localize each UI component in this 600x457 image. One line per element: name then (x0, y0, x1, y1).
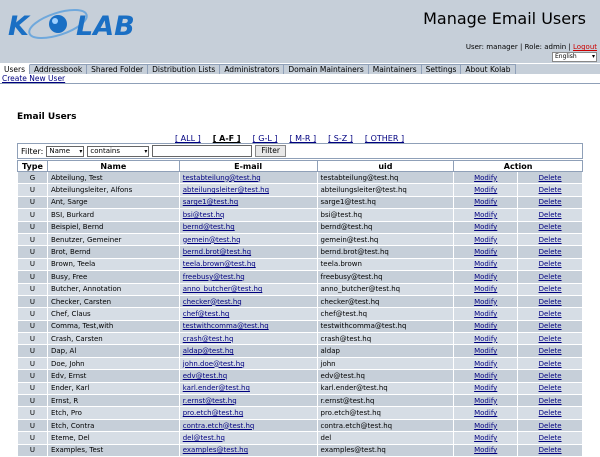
table-row (18, 345, 583, 357)
table-row (18, 357, 583, 369)
row-type: U (18, 196, 48, 208)
table-row (18, 295, 583, 307)
row-uid: abteilungsleiter@test.hq (317, 184, 454, 196)
modify-link[interactable]: Modify (474, 309, 498, 318)
svg-text:LAB: LAB (76, 11, 135, 42)
row-name: Abteilung, Test (47, 172, 179, 184)
delete-link[interactable]: Delete (538, 421, 562, 430)
row-email-link[interactable]: anno_butcher@test.hq (182, 285, 263, 294)
row-email-link[interactable]: sarge1@test.hq (182, 198, 239, 207)
table-row (18, 432, 583, 444)
row-email-link[interactable]: john.doe@test.hq (182, 359, 245, 368)
row-name: Dap, Al (47, 345, 179, 357)
filter-op-value: contains (90, 146, 121, 155)
tab-domain-maintainers[interactable]: Domain Maintainers (284, 64, 368, 74)
delete-link[interactable]: Delete (538, 359, 562, 368)
letter-filter (175, 134, 404, 143)
filter-bar (17, 143, 583, 159)
row-name: Benutzer, Gemeiner (47, 233, 179, 245)
delete-link[interactable]: Delete (538, 322, 562, 331)
row-email-link[interactable]: bernd.brot@test.hq (182, 248, 252, 257)
main-tabs (0, 64, 600, 74)
modify-link[interactable]: Modify (474, 322, 498, 331)
delete-link[interactable]: Delete (538, 272, 562, 281)
tab-administrators[interactable]: Administrators (220, 64, 284, 74)
modify-link[interactable]: Modify (474, 347, 498, 356)
row-type: U (18, 221, 48, 233)
row-uid: checker@test.hq (317, 295, 454, 307)
row-uid: freebusy@test.hq (317, 271, 454, 283)
row-type: U (18, 295, 48, 307)
col-email: E-mail (179, 161, 317, 172)
modify-link[interactable]: Modify (474, 433, 498, 442)
filter-label: Filter: (21, 146, 44, 156)
modify-link[interactable]: Modify (474, 297, 498, 306)
delete-link[interactable]: Delete (538, 396, 562, 405)
modify-link[interactable]: Modify (474, 186, 498, 195)
row-email-link[interactable]: teela.brown@test.hq (182, 260, 256, 269)
row-name: Doe, John (47, 357, 179, 369)
row-name: Etch, Contra (47, 419, 179, 431)
row-uid: del (317, 432, 454, 444)
users-table (17, 160, 583, 457)
row-uid: john (317, 357, 454, 369)
modify-link[interactable]: Modify (474, 359, 498, 368)
table-row (18, 333, 583, 345)
col-name: Name (47, 161, 179, 172)
row-uid: sarge1@test.hq (317, 196, 454, 208)
row-email-link[interactable]: freebusy@test.hq (182, 272, 245, 281)
letter-m-r[interactable]: [ M-R ] (289, 134, 317, 143)
table-row (18, 196, 583, 208)
row-uid: bernd@test.hq (317, 221, 454, 233)
table-row (18, 246, 583, 258)
row-type: U (18, 407, 48, 419)
table-row (18, 320, 583, 332)
row-uid: testabteilung@test.hq (317, 172, 454, 184)
filter-field-value: Name (49, 146, 71, 155)
row-name: Chef, Claus (47, 308, 179, 320)
modify-link[interactable]: Modify (474, 198, 498, 207)
modify-link[interactable]: Modify (474, 409, 498, 418)
chevron-down-icon: ▾ (591, 53, 595, 60)
row-type: U (18, 233, 48, 245)
table-row (18, 444, 583, 456)
row-uid: chef@test.hq (317, 308, 454, 320)
delete-link[interactable]: Delete (538, 223, 562, 232)
modify-link[interactable]: Modify (474, 272, 498, 281)
row-name: Crash, Carsten (47, 333, 179, 345)
row-type: U (18, 271, 48, 283)
row-uid: examples@test.hq (317, 444, 454, 456)
row-email-link[interactable]: contra.etch@test.hq (182, 421, 255, 430)
delete-link[interactable]: Delete (538, 371, 562, 380)
delete-link[interactable]: Delete (538, 433, 562, 442)
modify-link[interactable]: Modify (474, 235, 498, 244)
row-uid: anno_butcher@test.hq (317, 283, 454, 295)
delete-link[interactable]: Delete (538, 198, 562, 207)
row-email-link[interactable]: pro.etch@test.hq (182, 409, 244, 418)
row-name: Brown, Teela (47, 258, 179, 270)
svg-text:K: K (8, 11, 29, 42)
row-name: Brot, Bernd (47, 246, 179, 258)
row-email-link[interactable]: bsi@test.hq (182, 210, 225, 219)
modify-link[interactable]: Modify (474, 285, 498, 294)
table-row (18, 184, 583, 196)
row-email-link[interactable]: r.ernst@test.hq (182, 396, 237, 405)
table-row (18, 370, 583, 382)
table-row (18, 221, 583, 233)
modify-link[interactable]: Modify (474, 223, 498, 232)
chevron-down-icon: ▾ (79, 147, 83, 155)
table-row (18, 233, 583, 245)
letter-g-l[interactable]: [ G-L ] (252, 134, 278, 143)
delete-link[interactable]: Delete (538, 235, 562, 244)
app-header (0, 0, 600, 63)
delete-link[interactable]: Delete (538, 384, 562, 393)
row-name: Ant, Sarge (47, 196, 179, 208)
row-name: BSI, Burkard (47, 209, 179, 221)
modify-link[interactable]: Modify (474, 210, 498, 219)
row-type: U (18, 308, 48, 320)
role-label: Role: (524, 43, 543, 51)
row-email-link[interactable]: testwithcomma@test.hq (182, 322, 269, 331)
table-row (18, 407, 583, 419)
delete-link[interactable]: Delete (538, 446, 562, 455)
delete-link[interactable]: Delete (538, 409, 562, 418)
modify-link[interactable]: Modify (474, 260, 498, 269)
modify-link[interactable]: Modify (474, 446, 498, 455)
row-email-link[interactable]: karl.ender@test.hq (182, 384, 250, 393)
filter-field-select[interactable] (46, 146, 84, 157)
row-email-link[interactable]: abteilungsleiter@test.hq (182, 186, 270, 195)
row-type: U (18, 246, 48, 258)
filter-op-select[interactable] (87, 146, 149, 157)
col-type: Type (18, 161, 48, 172)
row-uid: bsi@test.hq (317, 209, 454, 221)
modify-link[interactable]: Modify (474, 173, 498, 182)
section-title: Email Users (17, 112, 77, 122)
tab-users[interactable]: Users (0, 64, 30, 74)
row-name: Butcher, Annotation (47, 283, 179, 295)
row-name: Ender, Karl (47, 382, 179, 394)
row-type: U (18, 283, 48, 295)
logout-link[interactable]: Logout (573, 43, 597, 51)
row-type: U (18, 258, 48, 270)
row-type: U (18, 333, 48, 345)
modify-link[interactable]: Modify (474, 396, 498, 405)
modify-link[interactable]: Modify (474, 371, 498, 380)
role-name: admin (544, 43, 567, 51)
language-value: English (555, 53, 577, 60)
row-email-link[interactable]: chef@test.hq (182, 309, 230, 318)
tab-maintainers[interactable]: Maintainers (369, 64, 422, 74)
letter-s-z[interactable]: [ S-Z ] (328, 134, 353, 143)
row-uid: teela.brown (317, 258, 454, 270)
row-name: Eteme, Del (47, 432, 179, 444)
row-uid: edv@test.hq (317, 370, 454, 382)
row-name: Abteilungsleiter, Alfons (47, 184, 179, 196)
table-row (18, 283, 583, 295)
row-type: U (18, 370, 48, 382)
row-uid: bernd.brot@test.hq (317, 246, 454, 258)
table-row (18, 172, 583, 184)
row-email-link[interactable]: crash@test.hq (182, 334, 234, 343)
table-row (18, 258, 583, 270)
table-row (18, 419, 583, 431)
table-row (18, 308, 583, 320)
row-name: Comma, Test,with (47, 320, 179, 332)
col-uid: uid (317, 161, 454, 172)
row-email-link[interactable]: edv@test.hq (182, 371, 228, 380)
row-name: Checker, Carsten (47, 295, 179, 307)
row-uid: contra.etch@test.hq (317, 419, 454, 431)
row-type: G (18, 172, 48, 184)
language-select[interactable] (552, 52, 597, 62)
row-uid: pro.etch@test.hq (317, 407, 454, 419)
row-uid: gemein@test.hq (317, 233, 454, 245)
row-email-link[interactable]: examples@test.hq (182, 446, 249, 455)
letter-other[interactable]: [ OTHER ] (364, 134, 405, 143)
delete-link[interactable]: Delete (538, 186, 562, 195)
row-type: U (18, 345, 48, 357)
row-uid: aldap (317, 345, 454, 357)
letter-all[interactable]: [ ALL ] (175, 134, 201, 143)
row-type: U (18, 444, 48, 456)
row-type: U (18, 184, 48, 196)
modify-link[interactable]: Modify (474, 421, 498, 430)
row-email-link[interactable]: checker@test.hq (182, 297, 242, 306)
tab-settings[interactable]: Settings (422, 64, 462, 74)
table-row (18, 271, 583, 283)
user-name: manager (486, 43, 518, 51)
row-type: U (18, 357, 48, 369)
modify-link[interactable]: Modify (474, 334, 498, 343)
row-uid: karl.ender@test.hq (317, 382, 454, 394)
delete-link[interactable]: Delete (538, 285, 562, 294)
row-email-link[interactable]: gemein@test.hq (182, 235, 241, 244)
tab-shared-folder[interactable]: Shared Folder (87, 64, 148, 74)
delete-link[interactable]: Delete (538, 173, 562, 182)
modify-link[interactable]: Modify (474, 248, 498, 257)
user-info: User: manager | Role: admin | Logout (465, 43, 597, 51)
row-email-link[interactable]: del@test.hq (182, 433, 225, 442)
create-new-user-link[interactable]: Create New User (2, 74, 66, 83)
row-email-link[interactable]: aldap@test.hq (182, 347, 234, 356)
row-type: U (18, 209, 48, 221)
row-name: Edv, Ernst (47, 370, 179, 382)
col-action: Action (454, 161, 583, 172)
delete-link[interactable]: Delete (538, 297, 562, 306)
tab-addressbook[interactable]: Addressbook (30, 64, 87, 74)
user-label: User: (465, 43, 485, 51)
row-type: U (18, 382, 48, 394)
delete-link[interactable]: Delete (538, 347, 562, 356)
table-row (18, 382, 583, 394)
filter-button[interactable]: Filter (255, 145, 286, 157)
table-header-row (18, 161, 583, 172)
row-uid: r.ernst@test.hq (317, 395, 454, 407)
row-email-link[interactable]: testabteilung@test.hq (182, 173, 261, 182)
letter-a-f[interactable]: [ A-F ] (212, 134, 241, 143)
page-title: Manage Email Users (423, 9, 586, 28)
row-uid: crash@test.hq (317, 333, 454, 345)
delete-link[interactable]: Delete (538, 334, 562, 343)
delete-link[interactable]: Delete (538, 260, 562, 269)
row-type: U (18, 432, 48, 444)
table-row (18, 395, 583, 407)
filter-input[interactable] (152, 145, 252, 157)
modify-link[interactable]: Modify (474, 384, 498, 393)
row-name: Examples, Test (47, 444, 179, 456)
row-name: Beispiel, Bernd (47, 221, 179, 233)
row-email-link[interactable]: bernd@test.hq (182, 223, 235, 232)
delete-link[interactable]: Delete (538, 210, 562, 219)
row-name: Busy, Free (47, 271, 179, 283)
tab-about-kolab[interactable]: About Kolab (461, 64, 515, 74)
row-name: Ernst, R (47, 395, 179, 407)
tab-distribution-lists[interactable]: Distribution Lists (148, 64, 220, 74)
sub-menu (0, 74, 600, 84)
kolab-logo[interactable] (6, 4, 158, 44)
row-name: Etch, Pro (47, 407, 179, 419)
row-type: U (18, 419, 48, 431)
row-uid: testwithcomma@test.hq (317, 320, 454, 332)
table-row (18, 209, 583, 221)
row-type: U (18, 395, 48, 407)
delete-link[interactable]: Delete (538, 248, 562, 257)
chevron-down-icon: ▾ (144, 147, 148, 155)
row-type: U (18, 320, 48, 332)
delete-link[interactable]: Delete (538, 309, 562, 318)
